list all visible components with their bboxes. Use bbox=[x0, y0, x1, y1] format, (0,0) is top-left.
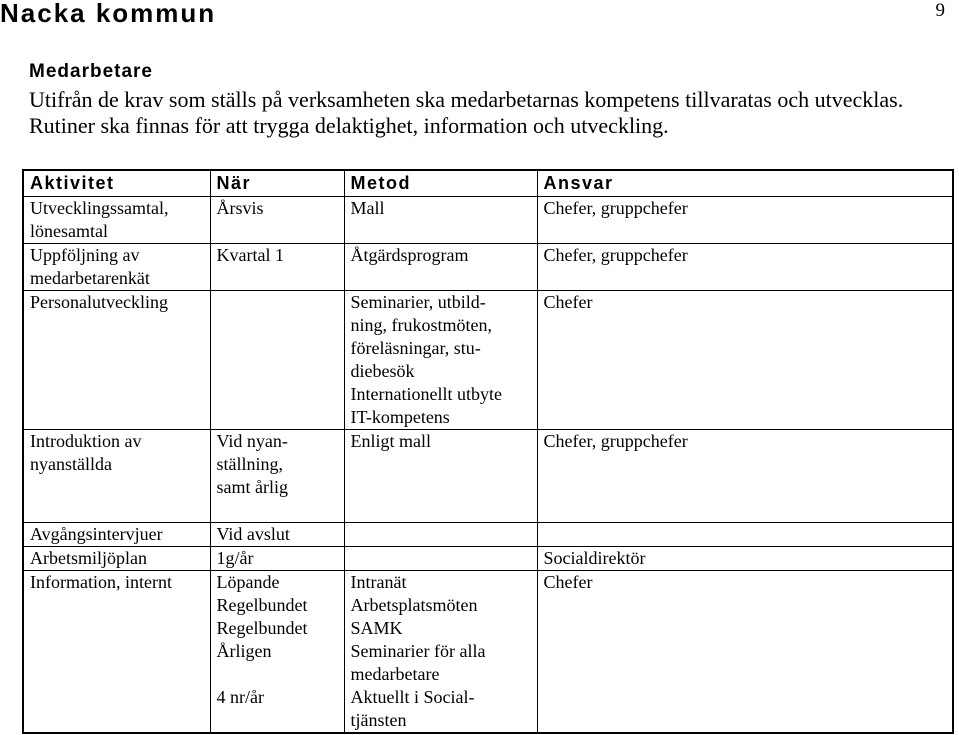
cell-ansvar bbox=[537, 430, 953, 523]
cell-line: Socialdirektör bbox=[543, 548, 646, 568]
cell-line-blank bbox=[217, 663, 344, 686]
cell-line: Utvecklingssamtal, bbox=[30, 198, 169, 218]
cell-metod bbox=[344, 571, 537, 734]
cell-line: Chefer, gruppchefer bbox=[543, 431, 688, 451]
cell-line: Regelbundet bbox=[216, 595, 308, 615]
cell-nar bbox=[210, 291, 344, 430]
table-row bbox=[23, 523, 953, 547]
column-header-aktivitet: Aktivitet bbox=[23, 170, 210, 197]
cell-line: Internationellt utbyte bbox=[350, 384, 502, 404]
cell-metod bbox=[344, 244, 537, 291]
cell-line: Seminarier, utbild- bbox=[350, 292, 486, 312]
cell-line: Chefer bbox=[543, 572, 593, 592]
cell-line: Årligen bbox=[216, 641, 272, 661]
activity-table bbox=[22, 169, 954, 734]
cell-line: Intranät bbox=[350, 572, 407, 592]
cell-aktivitet bbox=[23, 244, 210, 291]
cell-line: Åtgärdsprogram bbox=[350, 245, 469, 265]
section-intro-paragraph: Utifrån de krav som ställs på verksamheten ska medarbetarnas kompetens tillvaratas och utvecklas. Rutiner ska finnas för att trygga delaktighet, information och utveckling. bbox=[29, 87, 904, 138]
cell-line: medarbetarenkät bbox=[30, 268, 150, 288]
cell-line: Arbetsplatsmöten bbox=[350, 595, 478, 615]
cell-line: medarbetare bbox=[350, 664, 440, 684]
cell-nar bbox=[210, 523, 344, 547]
section-heading: Medarbetare bbox=[29, 61, 153, 82]
cell-nar bbox=[210, 197, 344, 244]
cell-line: lönesamtal bbox=[30, 221, 108, 241]
cell-ansvar bbox=[537, 571, 953, 734]
cell-ansvar bbox=[537, 244, 953, 291]
cell-line: Avgångsintervjuer bbox=[30, 524, 163, 544]
cell-line: SAMK bbox=[350, 618, 403, 638]
cell-line: Seminarier för alla bbox=[350, 641, 486, 661]
column-header-metod: Metod bbox=[344, 170, 537, 197]
cell-line: diebesök bbox=[350, 361, 415, 381]
table-row bbox=[23, 547, 953, 571]
table-row bbox=[23, 244, 953, 291]
cell-metod bbox=[344, 430, 537, 523]
document-header-title: Nacka kommun bbox=[0, 0, 217, 28]
cell-line: 4 nr/år bbox=[216, 687, 264, 707]
cell-line: ställning, bbox=[216, 454, 283, 474]
cell-line: Chefer, gruppchefer bbox=[543, 198, 688, 218]
cell-ansvar bbox=[537, 523, 953, 547]
column-header-nar: När bbox=[210, 170, 344, 197]
table-row bbox=[23, 571, 953, 734]
cell-aktivitet bbox=[23, 291, 210, 430]
cell-line: Vid nyan- bbox=[216, 431, 288, 451]
cell-nar bbox=[210, 571, 344, 734]
cell-line: Chefer, gruppchefer bbox=[543, 245, 688, 265]
cell-aktivitet bbox=[23, 547, 210, 571]
cell-nar bbox=[210, 430, 344, 523]
cell-line: Vid avslut bbox=[216, 524, 290, 544]
cell-metod bbox=[344, 197, 537, 244]
table-row bbox=[23, 197, 953, 244]
page-number: 9 bbox=[935, 0, 945, 21]
table-row bbox=[23, 430, 953, 523]
cell-line: Mall bbox=[350, 198, 385, 218]
cell-line: föreläsningar, stu- bbox=[350, 338, 481, 358]
cell-line: Information, internt bbox=[30, 572, 172, 592]
cell-line: Löpande bbox=[216, 572, 280, 592]
cell-line: Regelbundet bbox=[216, 618, 308, 638]
cell-line: tjänsten bbox=[350, 710, 407, 730]
cell-nar bbox=[210, 244, 344, 291]
column-header-ansvar: Ansvar bbox=[537, 170, 953, 197]
cell-ansvar bbox=[537, 291, 953, 430]
cell-metod bbox=[344, 547, 537, 571]
cell-line: nyanställda bbox=[30, 454, 112, 474]
cell-aktivitet bbox=[23, 571, 210, 734]
cell-line: Enligt mall bbox=[350, 431, 431, 451]
cell-line: Arbetsmiljöplan bbox=[30, 548, 147, 568]
cell-line: 1g/år bbox=[216, 548, 254, 568]
table-row bbox=[23, 291, 953, 430]
cell-line: Kvartal 1 bbox=[216, 245, 284, 265]
cell-line: Personalutveckling bbox=[30, 292, 168, 312]
cell-metod bbox=[344, 291, 537, 430]
cell-line: ning, frukostmöten, bbox=[350, 315, 492, 335]
cell-line: Uppföljning av bbox=[30, 245, 140, 265]
cell-line: IT-kompetens bbox=[350, 407, 450, 427]
cell-line: Chefer bbox=[543, 292, 593, 312]
table-header-row bbox=[23, 170, 953, 197]
cell-aktivitet bbox=[23, 523, 210, 547]
cell-aktivitet bbox=[23, 197, 210, 244]
cell-line: samt årlig bbox=[216, 477, 288, 497]
cell-ansvar bbox=[537, 197, 953, 244]
cell-ansvar bbox=[537, 547, 953, 571]
cell-line: Aktuellt i Social- bbox=[350, 687, 475, 707]
cell-nar bbox=[210, 547, 344, 571]
cell-aktivitet bbox=[23, 430, 210, 523]
cell-line: Introduktion av bbox=[30, 431, 142, 451]
cell-metod bbox=[344, 523, 537, 547]
cell-line: Årsvis bbox=[216, 198, 264, 218]
